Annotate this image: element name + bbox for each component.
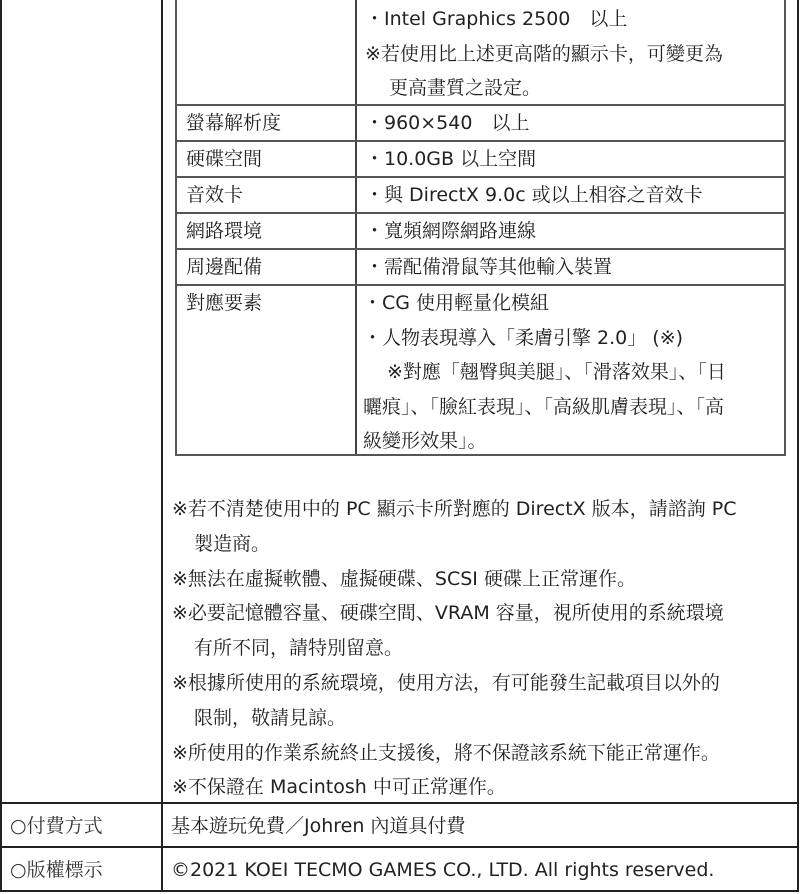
note-line: ※必要記憶體容量、硬碟空間、VRAM 容量，視所使用的系統環境 (172, 602, 724, 625)
value-line: ・Intel Graphics 2500 以上 (365, 8, 628, 30)
table-row-sound-card (177, 176, 784, 213)
value-line: 級變形效果」。 (363, 430, 487, 452)
note-line: ※不保證在 Macintosh 中可正常運作。 (172, 776, 506, 799)
table-row-network (177, 212, 784, 249)
row-value (363, 286, 778, 459)
value-line: ・10.0GB 以上空間 (365, 148, 537, 170)
table-row-storage (177, 140, 784, 177)
row-label: 周邊配備 (186, 256, 263, 278)
note-line: 有所不同，請特別留意。 (194, 637, 404, 660)
table-row-peripherals (177, 248, 784, 285)
value-line: ※對應「翹臀與美腿」、「滑落效果」、「日 (387, 361, 726, 383)
row-label: 硬碟空間 (186, 148, 263, 170)
row-value (365, 250, 778, 285)
note-line: ※所使用的作業系統終止支援後，將不保證該系統下能正常運作。 (172, 741, 720, 764)
value-line: ・與 DirectX 9.0c 或以上相容之音效卡 (365, 184, 703, 206)
value-line: ・960×540 以上 (365, 112, 530, 134)
copyright-label: ○版權標示 (10, 859, 103, 881)
row-value (365, 2, 778, 106)
row-value (365, 178, 778, 213)
table-row-graphics (177, 0, 784, 105)
value-line: ・寬頻網際網路連線 (365, 220, 537, 242)
value-line: 更高畫質之設定。 (389, 77, 542, 99)
requirements-notes (172, 492, 792, 805)
value-line: ・CG 使用輕量化模組 (363, 292, 550, 314)
note-line: ※根據所使用的系統環境，使用方法，有可能發生記載項目以外的 (172, 671, 720, 694)
note-line: 製造商。 (194, 532, 271, 555)
row-value (365, 106, 778, 141)
payment-label: ○付費方式 (10, 815, 103, 837)
system-requirements-table (175, 0, 786, 456)
row-label: 網路環境 (186, 220, 263, 242)
row-label: 音效卡 (186, 184, 244, 206)
note-line: 限制，敬請見諒。 (194, 706, 347, 729)
value-line: ・人物表現導入「柔膚引擎 2.0」 (※) (363, 326, 684, 349)
row-value (365, 214, 778, 249)
value-line: ※若使用比上述更高階的顯示卡，可變更為 (365, 42, 723, 65)
value-line: ・需配備滑鼠等其他輸入裝置 (365, 256, 613, 278)
table-row-resolution (177, 104, 784, 141)
row-label: 螢幕解析度 (186, 112, 282, 134)
copyright-value: ©2021 KOEI TECMO GAMES CO., LTD. All rights reserved. (171, 859, 715, 881)
outer-border-right (797, 0, 799, 891)
table-row-features (177, 284, 784, 454)
value-line: 曬痕」、「臉紅表現」、「高級肌膚表現」、「高 (363, 395, 725, 418)
row-value (365, 142, 778, 177)
payment-value: 基本遊玩免費／Johren 內道具付費 (171, 815, 466, 837)
row-label: 對應要素 (186, 292, 263, 314)
note-line: ※若不清楚使用中的 PC 顯示卡所對應的 DirectX 版本，請諮詢 PC (172, 498, 737, 520)
outer-border-left (0, 0, 2, 891)
outer-column-divider (161, 0, 163, 891)
note-line: ※無法在虛擬軟體、虛擬硬碟、SCSI 硬碟上正常運作。 (172, 567, 636, 590)
